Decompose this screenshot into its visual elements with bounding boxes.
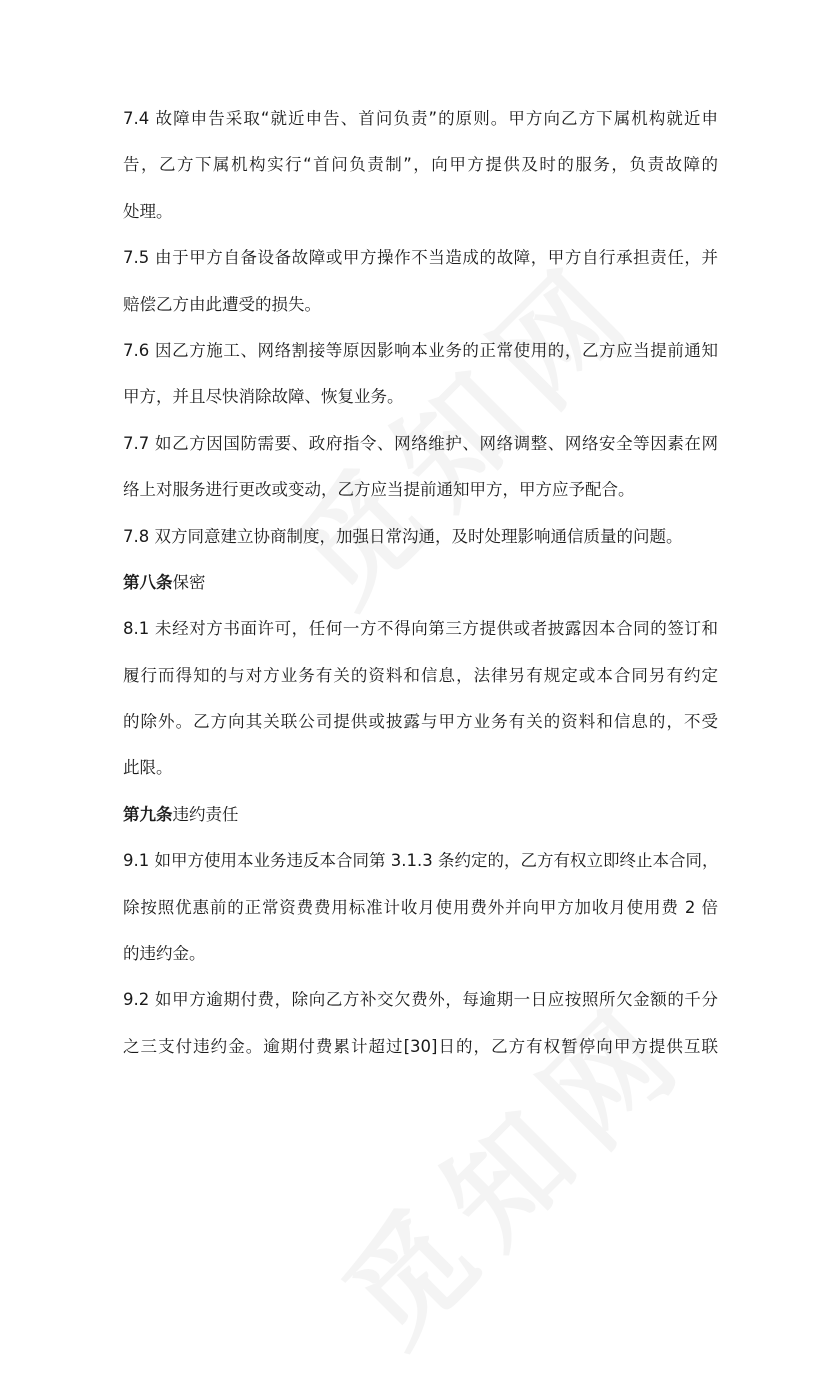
text-line: 履行而得知的与对方业务有关的资料和信息，法律另有规定或本合同另有约定 [123,665,718,685]
text-line: 处理。 [123,201,173,221]
section-heading [123,792,718,838]
text-line: 7.4 故障申告采取“就近申告、首问负责”的原则。甲方向乙方下属机构就近申 [123,109,718,128]
text-line: 7.8 双方同意建立协商制度，加强日常沟通，及时处理影响通信质量的问题。 [123,526,683,546]
text-line: 甲方，并且尽快消除故障、恢复业务。 [123,387,404,407]
text-line: 的违约金。 [123,944,206,964]
text-line: 之三支付违约金。逾期付费累计超过[30]日的，乙方有权暂停向甲方提供互联 [123,1036,718,1056]
text-line: 的除外。乙方向其关联公司提供或披露与甲方业务有关的资料和信息的，不受 [123,712,718,732]
text-line: 此限。 [123,758,173,778]
text-line: 告，乙方下属机构实行“首问负责制”，向甲方提供及时的服务，负责故障的 [123,155,718,175]
section-number: 第八条 [123,572,173,592]
text-line: 赔偿乙方由此遭受的损失。 [123,294,321,314]
text-line: 7.7 如乙方因国防需要、政府指令、网络维护、网络调整、网络安全等因素在网 [123,433,718,453]
section-number: 第九条 [123,804,173,824]
section-heading [123,560,718,606]
text-line: 7.5 由于甲方自备设备故障或甲方操作不当造成的故障，甲方自行承担责任，并 [123,248,718,268]
text-line: 9.2 如甲方逾期付费，除向乙方补交欠费外，每逾期一日应按照所欠金额的千分 [123,990,718,1010]
text-line: 7.6 因乙方施工、网络割接等原因影响本业务的正常使用的，乙方应当提前通知 [123,340,718,360]
text-line: 8.1 未经对方书面许可，任何一方不得向第三方提供或者披露因本合同的签订和 [123,619,718,639]
document-body [123,96,718,1070]
section-title: 违约责任 [172,804,239,824]
text-line: 除按照优惠前的正常资费费用标准计收月使用费外并向甲方加收月使用费 2 倍 [123,897,718,917]
section-title: 保密 [172,572,206,592]
text-line: 络上对服务进行更改或变动，乙方应当提前通知甲方，甲方应予配合。 [123,480,635,500]
text-line: 9.1 如甲方使用本业务违反本合同第 3.1.3 条约定的，乙方有权立即终止本合同， [123,851,719,871]
